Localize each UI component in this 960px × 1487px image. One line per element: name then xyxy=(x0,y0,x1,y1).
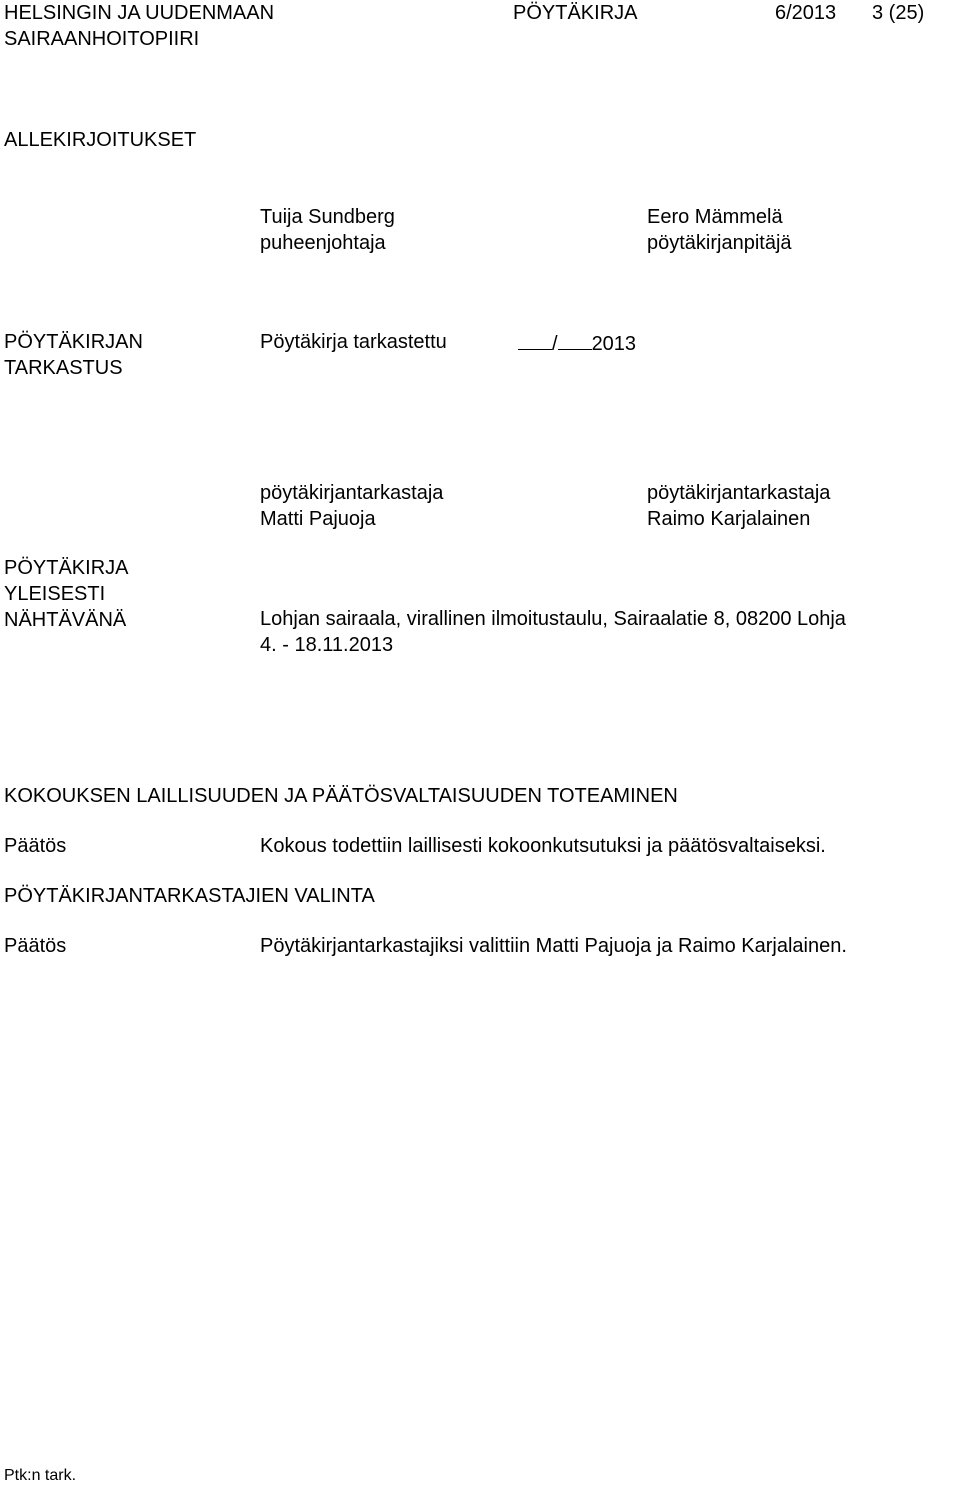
secretary-role: pöytäkirjanpitäjä xyxy=(647,232,792,254)
org-name xyxy=(4,0,274,52)
decision-label: Päätös xyxy=(4,935,67,957)
document-type: PÖYTÄKIRJA xyxy=(513,2,638,24)
reviewer-initials-label: Ptk:n tark. xyxy=(4,1467,77,1484)
document-number: 6/2013 xyxy=(775,2,837,24)
display-heading-line3: NÄHTÄVÄNÄ xyxy=(4,609,127,631)
reviewer1-name: Matti Pajuoja xyxy=(260,508,376,530)
chair-signature xyxy=(260,204,395,256)
chair-name: Tuija Sundberg xyxy=(260,206,395,228)
page-number: 3 (25) xyxy=(872,2,925,24)
signatures-heading: ALLEKIRJOITUKSET xyxy=(4,129,197,151)
reviewer2-role: pöytäkirjantarkastaja xyxy=(647,482,831,504)
display-dates: 4. - 18.11.2013 xyxy=(260,634,394,656)
display-heading xyxy=(4,555,128,633)
secretary-name: Eero Mämmelä xyxy=(647,206,783,228)
display-heading-line1: PÖYTÄKIRJA xyxy=(4,557,129,579)
section-title: KOKOUKSEN LAILLISUUDEN JA PÄÄTÖSVALTAISUUDEN TOTEAMINEN xyxy=(4,785,678,807)
chair-role: puheenjohtaja xyxy=(260,232,386,254)
decision-text: Pöytäkirjantarkastajiksi valittiin Matti Pajuoja ja Raimo Karjalainen. xyxy=(260,935,847,957)
date-separator: / xyxy=(552,333,558,355)
review-heading-line2: TARKASTUS xyxy=(4,357,123,379)
review-year: 2013 xyxy=(591,333,637,355)
decision-label: Päätös xyxy=(4,835,67,857)
decision-text: Kokous todettiin laillisesti kokoonkutsutuksi ja päätösvaltaiseksi. xyxy=(260,835,826,857)
review-date-field xyxy=(518,329,636,357)
display-heading-line2: YLEISESTI xyxy=(4,583,106,605)
reviewer1-role: pöytäkirjantarkastaja xyxy=(260,482,444,504)
reviewer2-name: Raimo Karjalainen xyxy=(647,508,811,530)
org-name-line1: HELSINGIN JA UUDENMAAN xyxy=(4,2,275,24)
day-blank-line xyxy=(518,329,552,350)
review-heading-line1: PÖYTÄKIRJAN xyxy=(4,331,143,353)
section-title: PÖYTÄKIRJANTARKASTAJIEN VALINTA xyxy=(4,885,375,907)
review-heading xyxy=(4,329,143,381)
display-location: Lohjan sairaala, virallinen ilmoitustaulu, Sairaalatie 8, 08200 Lohja xyxy=(260,608,846,630)
review-checked-label: Pöytäkirja tarkastettu xyxy=(260,331,447,353)
display-info xyxy=(260,606,846,658)
secretary-signature xyxy=(647,204,792,256)
reviewer1-signature xyxy=(260,480,443,532)
reviewer2-signature xyxy=(647,480,830,532)
org-name-line2: SAIRAANHOITOPIIRI xyxy=(4,28,200,50)
month-blank-line xyxy=(558,329,592,350)
